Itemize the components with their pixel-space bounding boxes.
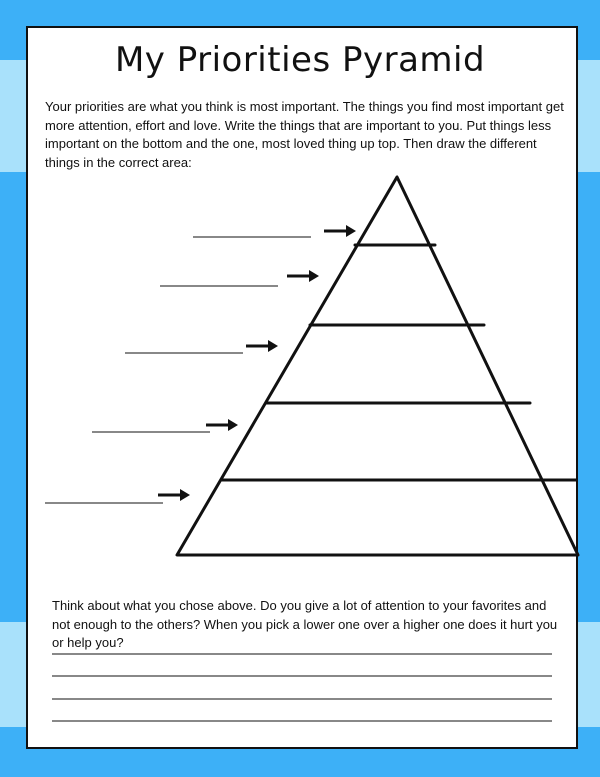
arrow-icon <box>206 419 238 431</box>
arrow-icon <box>324 225 356 237</box>
arrow-icon <box>158 489 190 501</box>
arrow-icon <box>246 340 278 352</box>
arrow-icon <box>287 270 319 282</box>
pyramid-outline <box>177 177 578 555</box>
intro-text: Your priorities are what you think is most important. The things you find most important get more attention, effort and love. Write the things that are important to you. Put things less important on the bottom and the one, most loved thing up top. Then draw the different things in the correct area: <box>45 99 564 170</box>
page-title: My Priorities Pyramid <box>114 40 486 80</box>
reflection-question: Think about what you chose above. Do you give a lot of attention to your favorites and not enough to the others? When you pick a lower one over a higher one does it hurt you or help you? <box>52 598 558 650</box>
